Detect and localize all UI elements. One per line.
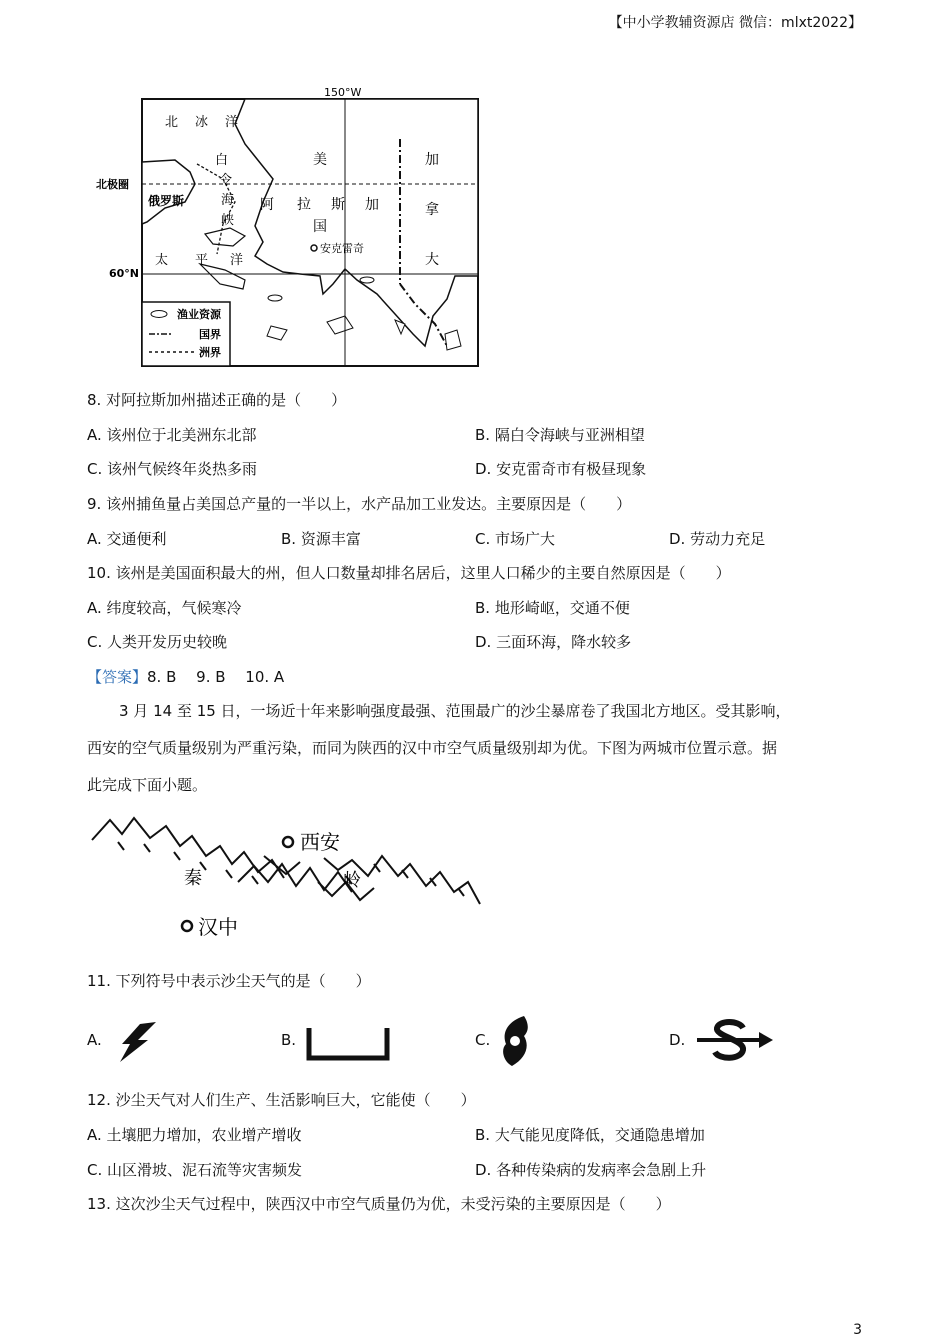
map-alaska-1: 阿 <box>260 197 274 213</box>
map-canada-2: 拿 <box>425 202 439 218</box>
fig2-xian: 西安 <box>300 830 340 854</box>
q9-option-a: A. 交通便利 <box>87 530 167 548</box>
map-pacific-2: 平 <box>195 253 209 268</box>
map-lon-label: 150°W <box>324 86 362 99</box>
q11-option-c: C. <box>475 1031 491 1049</box>
q13-stem: 13. 这次沙尘天气过程中，陕西汉中市空气质量仍为优，未受污染的主要原因是（ ） <box>87 1195 671 1213</box>
q10-option-a: A. 纬度较高，气候寒冷 <box>87 599 242 617</box>
lightning-symbol-icon <box>116 1020 168 1064</box>
legend-fishery: 渔业资源 <box>177 308 221 321</box>
answer-text: 8. B 9. B 10. A <box>147 668 285 686</box>
fig2-ling: 岭 <box>343 870 361 891</box>
passage-line-3: 此完成下面小题。 <box>87 776 208 794</box>
q10-option-c: C. 人类开发历史较晚 <box>87 633 228 651</box>
map-alaska-4: 加 <box>365 197 379 213</box>
q11-option-b: B. <box>281 1031 297 1049</box>
q8-option-c: C. 该州气候终年炎热多雨 <box>87 460 258 478</box>
q9-option-c: C. 市场广大 <box>475 530 556 548</box>
map-arctic-ocean-3: 洋 <box>225 115 239 130</box>
alaska-map <box>95 84 495 370</box>
map-canada-1: 加 <box>425 152 439 168</box>
map-pacific-1: 太 <box>155 253 169 268</box>
passage-line-1: 3 月 14 至 15 日，一场近十年来影响强度最强、范围最广的沙尘暴席卷了我国北方地区。受其影响， <box>119 702 791 720</box>
q9-stem: 9. 该州捕鱼量占美国总产量的一半以上，水产品加工业发达。主要原因是（ ） <box>87 495 632 513</box>
passage <box>87 693 863 804</box>
q12-option-b: B. 大气能见度降低，交通隐患增加 <box>475 1126 705 1144</box>
answer-tag: 【答案】 <box>87 668 148 686</box>
fig2-hanzhong: 汉中 <box>198 915 238 939</box>
map-alaska-3: 斯 <box>331 197 345 213</box>
map-alaska-2: 拉 <box>297 197 311 213</box>
q10-option-b: B. 地形崎岖，交通不便 <box>475 599 630 617</box>
q9-option-b: B. 资源丰富 <box>281 530 361 548</box>
q11-stem: 11. 下列符号中表示沙尘天气的是（ ） <box>87 972 371 990</box>
q8-option-b: B. 隔白令海峡与亚洲相望 <box>475 426 645 444</box>
map-state-label: 国 <box>313 219 327 235</box>
q12-option-a: A. 土壤肥力增加，农业增产增收 <box>87 1126 302 1144</box>
legend-border: 国界 <box>199 328 221 341</box>
q11-option-a: A. <box>87 1031 102 1049</box>
q12-stem: 12. 沙尘天气对人们生产、生活影响巨大，它能使（ ） <box>87 1091 476 1109</box>
map-arctic-circle-label: 北极圈 <box>96 178 129 191</box>
header-note: 【中小学教辅资源店 微信：mlxt2022】 <box>608 15 862 31</box>
legend-continent-boundary: 洲界 <box>199 346 221 359</box>
map-bering-2: 令 <box>219 173 233 188</box>
q8-stem: 8. 对阿拉斯加州描述正确的是（ ） <box>87 391 347 409</box>
map-arctic-ocean-1: 北 <box>165 115 179 130</box>
map-usa-label: 美 <box>313 152 327 168</box>
q10-stem: 10. 该州是美国面积最大的州，但人口数量却排名居后，这里人口稀少的主要自然原因是（ ） <box>87 564 731 582</box>
map-bering-3: 海 <box>221 193 235 208</box>
q8-option-a: A. 该州位于北美洲东北部 <box>87 426 257 444</box>
passage-line-2: 西安的空气质量级别为严重污染，而同为陕西的汉中市空气质量级别却为优。下图为两城市位置示意。据 <box>87 739 778 757</box>
map-bering-1: 白 <box>215 153 229 168</box>
answer-line <box>87 666 284 687</box>
typhoon-symbol-icon <box>496 1014 536 1068</box>
map-russia-label: 俄罗斯 <box>148 194 185 208</box>
q8-option-d: D. 安克雷奇市有极昼现象 <box>475 460 647 478</box>
map-anchorage-label: 安克雷奇 <box>320 242 364 255</box>
q9-option-d: D. 劳动力充足 <box>669 530 766 548</box>
qinling-figure <box>88 812 488 947</box>
map-lat60-label: 60°N <box>109 267 140 280</box>
page-number: 3 <box>853 1322 862 1338</box>
q12-option-c: C. 山区滑坡、泥石流等灾害频发 <box>87 1161 303 1179</box>
fig2-qin: 秦 <box>184 868 202 889</box>
q12-option-d: D. 各种传染病的发病率会急剧上升 <box>475 1161 707 1179</box>
map-pacific-3: 洋 <box>230 253 244 268</box>
map-arctic-ocean-2: 冰 <box>195 115 209 130</box>
map-bering-4: 峡 <box>221 213 235 228</box>
sandstorm-symbol-icon <box>695 1018 775 1064</box>
bracket-symbol-icon <box>305 1024 393 1064</box>
map-canada-3: 大 <box>425 252 439 268</box>
q10-option-d: D. 三面环海，降水较多 <box>475 633 632 651</box>
q11-option-d: D. <box>669 1031 686 1049</box>
